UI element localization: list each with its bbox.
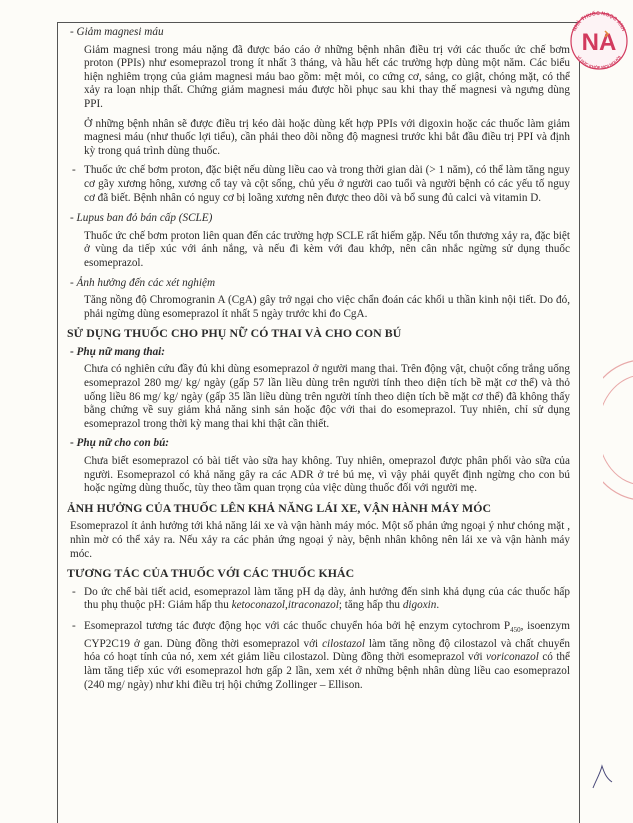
driving-heading: ẢNH HƯỞNG CỦA THUỐC LÊN KHẢ NĂNG LÁI XE, VẬN HÀNH MÁY MÓC	[67, 500, 492, 515]
lab-subtitle: - Ảnh hưởng đến các xét nghiệm	[70, 277, 570, 291]
interaction-item-ph: - Do ức chế bài tiết acid, esomeprazol làm tăng pH dạ dày, ảnh hưởng đến sinh khả dụng của các thuốc hấp thu phụ thuộc pH: Giảm hấp thu ketoconazol,itraconazol; tăng hấp thu digoxin.	[70, 586, 570, 613]
pregnant-paragraph: Chưa có nghiên cứu đầy đủ khi dùng esomeprazol ở người mang thai. Trên động vật, chuột cống trắng uống esomeprazol 280 mg/ kg/ ngày (gấp 57 lần liều dùng trên người tính theo diện tích bề mặt cơ thể) và thỏ uống liều 86 mg/ kg/ ngày (gấp 35 lần liều dùng trên người tính theo diện tích bề mặt cơ thể) đã không thấy bằng chứng về suy giảm khả năng sinh sản hoặc độc với thai do esomeprazol. Tuy nhiên, chỉ sử dụng esomeprazol trong thời kỳ mang thai khi thật cần thiết.	[84, 363, 570, 430]
document-body	[67, 26, 570, 699]
signature-mark	[590, 760, 615, 790]
logo-text-top: NHÀ THUỐC NGỌC ANH	[571, 10, 627, 33]
lactation-subtitle: - Phụ nữ cho con bú:	[70, 437, 570, 451]
magnesium-paragraph-2: Ở những bệnh nhân sẽ được điều trị kéo dài hoặc dùng kết hợp PPIs với digoxin hoặc các thuốc làm giảm magnesi máu (như thuốc lợi tiểu), cần phải theo dõi nồng độ magnesi trước khi bắt đầu điều trị PPI và định kỳ trong quá trình dùng thuốc.	[84, 117, 570, 157]
fracture-list	[70, 164, 570, 205]
lab-paragraph: Tăng nồng độ Chromogranin A (CgA) gây trở ngại cho việc chẩn đoán các khối u thần kinh nội tiết. Do đó, phải ngừng dùng esomeprazol ít nhất 5 ngày trước khi đo CgA.	[84, 294, 570, 320]
pregnant-subtitle: - Phụ nữ mang thai:	[70, 346, 570, 360]
interaction-item-cyp: - Esomeprazol tương tác được động học với các thuốc chuyển hóa bởi hệ enzym cytochrom $P_{450}$, isoenzym CYP2C19 ở gan. Dùng đồng thời esomeprazol với cilostazol làm tăng nồng độ cilostazol và chất chuyển hóa có hoạt tính của nó, xem xét giảm liều cilostazol. Dùng đồng thời esomeprazol với voriconazol có thể làm tăng tiếp xúc với esomeprazol hơn gấp 2 lần, xem xét ở những bệnh nhân dùng liều cao esomeprazol (240 mg/ ngày) như khi điều trị hội chứng Zollinger – Ellison.	[70, 620, 570, 692]
lactation-paragraph: Chưa biết esomeprazol có bài tiết vào sữa hay không. Tuy nhiên, omeprazol được phân phối vào sữa của người. Esomeprazol có khả năng gây ra các ADR ở trẻ bú mẹ, vì vậy phải quyết định ngừng cho con bú hoặc ngừng dùng thuốc, tùy theo tầm quan trọng của việc dùng thuốc đối với người mẹ.	[84, 455, 570, 495]
fracture-paragraph: - Thuốc ức chế bơm proton, đặc biệt nếu dùng liều cao và trong thời gian dài (> 1 năm), có thể làm tăng nguy cơ gãy xương hông, xương cổ tay và cột sống, chủ yếu ở người cao tuổi và người bệnh có các yếu tố nguy cơ đã biết. Bệnh nhân có nguy cơ bị loãng xương nên được theo dõi và bổ sung đủ calci và vitamin D.	[70, 164, 570, 205]
magnesium-subtitle: - Giảm magnesi máu	[70, 26, 570, 40]
magnesium-paragraph-1: Giảm magnesi trong máu nặng đã được báo cáo ở những bệnh nhân điều trị với các thuốc ức chế bơm proton (PPIs) như esomeprazol trong ít nhất 3 tháng, và hầu hết các trường hợp dùng một năm. Các biểu hiện nghiêm trọng của giảm magnesi máu bao gồm: mệt mỏi, co cứng cơ, sảng, co giật, chóng mặt, có thể xảy ra loạn nhịp thất. Chứng giảm magnesi máu được hồi phục sau khi thay thế magnesi và ngưng dùng PPI.	[84, 43, 570, 110]
interactions-heading: TƯƠNG TÁC CỦA THUỐC VỚI CÁC THUỐC KHÁC	[67, 566, 355, 581]
interactions-list	[70, 586, 570, 692]
scle-subtitle: - Lupus ban đỏ bán cấp (SCLE)	[70, 212, 570, 226]
logo-text-bottom: VÌ SỨC KHỎE MỌI NGƯỜI	[575, 54, 623, 71]
scle-paragraph: Thuốc ức chế bơm proton liên quan đến các trường hợp SCLE rất hiếm gặp. Nếu tổn thương xảy ra, đặc biệt ở vùng da tiếp xúc với ánh nắng, và nếu đi kèm với đau khớp, nên cân nhắc ngừng sử dụng thuốc esomeprazol.	[84, 229, 570, 269]
side-stamp	[603, 355, 633, 505]
logo-mark: NA	[581, 29, 617, 56]
pharmacy-logo	[566, 4, 632, 76]
driving-paragraph: Esomeprazol ít ảnh hưởng tới khả năng lái xe và vận hành máy móc. Một số phản ứng ngoại ý như chóng mặt , nhìn mờ có thể xảy ra. Nếu xảy ra các phản ứng ngoại ý này, bệnh nhân không nên lái xe và vận hành máy móc.	[70, 520, 570, 560]
pregnancy-heading: SỬ DỤNG THUỐC CHO PHỤ NỮ CÓ THAI VÀ CHO CON BÚ	[67, 326, 402, 341]
